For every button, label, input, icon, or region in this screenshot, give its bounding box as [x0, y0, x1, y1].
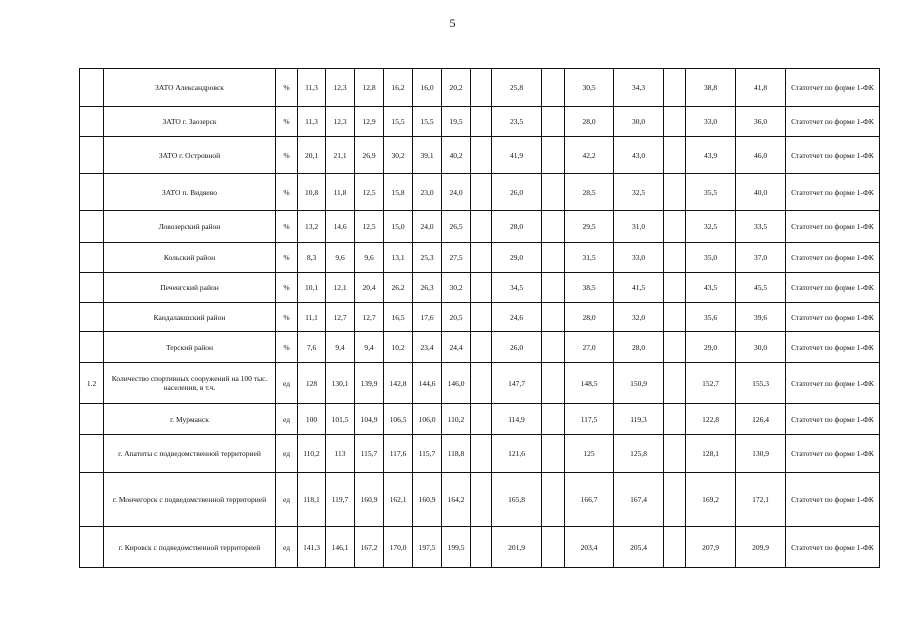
unit-cell: % [276, 303, 298, 332]
row-number [80, 174, 104, 211]
value-cell: 26,2 [384, 273, 413, 303]
value-cell: 128 [298, 363, 326, 404]
value-cell: 14,6 [326, 211, 355, 243]
value-cell: 41,5 [614, 273, 664, 303]
value-cell: 35,5 [686, 174, 736, 211]
value-cell: 114,9 [492, 404, 542, 435]
value-cell: 147,7 [492, 363, 542, 404]
value-cell [664, 473, 686, 527]
row-number [80, 107, 104, 137]
value-cell [542, 473, 565, 527]
value-cell [542, 174, 565, 211]
value-cell: 115,7 [355, 435, 384, 473]
value-cell [664, 273, 686, 303]
table-row [80, 174, 880, 211]
unit-cell: % [276, 137, 298, 174]
value-cell: 26,5 [442, 211, 471, 243]
table-row [80, 435, 880, 473]
value-cell: 121,6 [492, 435, 542, 473]
value-cell: 139,9 [355, 363, 384, 404]
unit-cell: % [276, 174, 298, 211]
value-cell: 28,0 [614, 332, 664, 363]
value-cell: 13,1 [384, 243, 413, 273]
value-cell: 16,0 [413, 69, 442, 107]
value-cell: 199,5 [442, 527, 471, 568]
row-number [80, 303, 104, 332]
value-cell: 165,8 [492, 473, 542, 527]
value-cell: 12,1 [326, 273, 355, 303]
value-cell: 15,8 [384, 174, 413, 211]
value-cell: 209,9 [736, 527, 786, 568]
value-cell: 24,6 [492, 303, 542, 332]
value-cell: 207,9 [686, 527, 736, 568]
value-cell: 42,2 [565, 137, 614, 174]
value-cell: 205,4 [614, 527, 664, 568]
value-cell: 12,5 [355, 211, 384, 243]
value-cell: 150,9 [614, 363, 664, 404]
table-row [80, 69, 880, 107]
value-cell [471, 473, 492, 527]
source-cell: Статотчет по форме 1-ФК [786, 363, 880, 404]
value-cell [542, 137, 565, 174]
unit-cell: ед [276, 435, 298, 473]
value-cell: 167,2 [355, 527, 384, 568]
unit-cell: % [276, 273, 298, 303]
value-cell: 11,1 [298, 303, 326, 332]
value-cell: 19,5 [442, 107, 471, 137]
value-cell [471, 69, 492, 107]
value-cell: 23,0 [413, 174, 442, 211]
value-cell: 160,9 [355, 473, 384, 527]
source-cell: Статотчет по форме 1-ФК [786, 303, 880, 332]
value-cell: 27,5 [442, 243, 471, 273]
value-cell: 40,2 [442, 137, 471, 174]
row-number [80, 69, 104, 107]
value-cell: 106,5 [384, 404, 413, 435]
value-cell: 28,0 [565, 303, 614, 332]
value-cell: 29,5 [565, 211, 614, 243]
value-cell: 30,2 [384, 137, 413, 174]
source-cell: Статотчет по форме 1-ФК [786, 273, 880, 303]
table-row [80, 137, 880, 174]
source-cell: Статотчет по форме 1-ФК [786, 527, 880, 568]
value-cell: 11,3 [298, 107, 326, 137]
value-cell: 13,2 [298, 211, 326, 243]
value-cell: 164,2 [442, 473, 471, 527]
value-cell [542, 404, 565, 435]
value-cell: 30,5 [565, 69, 614, 107]
value-cell: 43,0 [614, 137, 664, 174]
source-cell: Статотчет по форме 1-ФК [786, 174, 880, 211]
row-number [80, 473, 104, 527]
value-cell [542, 435, 565, 473]
value-cell: 43,9 [686, 137, 736, 174]
value-cell: 24,0 [442, 174, 471, 211]
table-row [80, 211, 880, 243]
value-cell [664, 174, 686, 211]
value-cell: 106,0 [413, 404, 442, 435]
value-cell [664, 107, 686, 137]
value-cell: 101,5 [326, 404, 355, 435]
value-cell: 122,8 [686, 404, 736, 435]
value-cell [664, 363, 686, 404]
value-cell: 38,5 [565, 273, 614, 303]
indicator-name: г. Апатиты с подведомственной территорией [104, 435, 276, 473]
value-cell: 15,5 [413, 107, 442, 137]
value-cell: 29,0 [492, 243, 542, 273]
value-cell: 33,5 [736, 211, 786, 243]
value-cell: 117,6 [384, 435, 413, 473]
value-cell [664, 332, 686, 363]
value-cell: 20,5 [442, 303, 471, 332]
value-cell: 9,6 [326, 243, 355, 273]
value-cell: 126,4 [736, 404, 786, 435]
value-cell: 37,0 [736, 243, 786, 273]
indicator-name: Количество спортивных сооружений на 100 тыс. населения, в т.ч. [104, 363, 276, 404]
indicator-name: Терский район [104, 332, 276, 363]
source-cell: Статотчет по форме 1-ФК [786, 473, 880, 527]
value-cell: 39,1 [413, 137, 442, 174]
table-row [80, 303, 880, 332]
value-cell [471, 107, 492, 137]
value-cell: 167,4 [614, 473, 664, 527]
row-number [80, 527, 104, 568]
value-cell: 20,4 [355, 273, 384, 303]
value-cell: 118,1 [298, 473, 326, 527]
value-cell: 26,3 [413, 273, 442, 303]
value-cell: 30,2 [442, 273, 471, 303]
indicators-table [79, 68, 880, 568]
value-cell: 26,0 [492, 174, 542, 211]
unit-cell: % [276, 243, 298, 273]
value-cell: 115,7 [413, 435, 442, 473]
value-cell: 12,3 [326, 69, 355, 107]
value-cell [471, 273, 492, 303]
value-cell: 130,1 [326, 363, 355, 404]
value-cell: 125 [565, 435, 614, 473]
table-row [80, 473, 880, 527]
value-cell: 17,6 [413, 303, 442, 332]
value-cell: 9,4 [355, 332, 384, 363]
table-row [80, 363, 880, 404]
row-number: 1.2 [80, 363, 104, 404]
value-cell: 45,5 [736, 273, 786, 303]
value-cell: 148,5 [565, 363, 614, 404]
indicator-name: Ловозерский район [104, 211, 276, 243]
indicator-name: г. Мурманск [104, 404, 276, 435]
indicator-name: ЗАТО г. Островной [104, 137, 276, 174]
value-cell [664, 527, 686, 568]
table-row [80, 404, 880, 435]
value-cell [471, 363, 492, 404]
value-cell [471, 303, 492, 332]
value-cell: 31,5 [565, 243, 614, 273]
value-cell: 142,8 [384, 363, 413, 404]
source-cell: Статотчет по форме 1-ФК [786, 137, 880, 174]
value-cell: 10,1 [298, 273, 326, 303]
row-number [80, 435, 104, 473]
value-cell: 119,3 [614, 404, 664, 435]
indicator-name: ЗАТО г. Заозерск [104, 107, 276, 137]
value-cell: 23,4 [413, 332, 442, 363]
value-cell [471, 174, 492, 211]
value-cell: 27,0 [565, 332, 614, 363]
value-cell [664, 243, 686, 273]
value-cell [471, 211, 492, 243]
value-cell: 128,1 [686, 435, 736, 473]
value-cell: 38,8 [686, 69, 736, 107]
value-cell: 113 [326, 435, 355, 473]
source-cell: Статотчет по форме 1-ФК [786, 332, 880, 363]
value-cell: 35,0 [686, 243, 736, 273]
value-cell: 110,2 [298, 435, 326, 473]
value-cell: 118,8 [442, 435, 471, 473]
value-cell: 10,8 [298, 174, 326, 211]
value-cell: 12,7 [355, 303, 384, 332]
table-row [80, 107, 880, 137]
value-cell: 119,7 [326, 473, 355, 527]
value-cell: 33,0 [614, 243, 664, 273]
value-cell: 8,3 [298, 243, 326, 273]
value-cell: 28,5 [565, 174, 614, 211]
indicator-name: ЗАТО п. Видяево [104, 174, 276, 211]
unit-cell: ед [276, 527, 298, 568]
value-cell: 15,5 [384, 107, 413, 137]
source-cell: Статотчет по форме 1-ФК [786, 107, 880, 137]
value-cell: 110,2 [442, 404, 471, 435]
row-number [80, 243, 104, 273]
unit-cell: ед [276, 473, 298, 527]
value-cell [471, 332, 492, 363]
value-cell: 155,3 [736, 363, 786, 404]
value-cell: 25,3 [413, 243, 442, 273]
value-cell: 28,0 [492, 211, 542, 243]
value-cell [664, 404, 686, 435]
indicator-name: Кольский район [104, 243, 276, 273]
value-cell [542, 273, 565, 303]
value-cell: 33,0 [686, 107, 736, 137]
unit-cell: ед [276, 404, 298, 435]
value-cell: 170,0 [384, 527, 413, 568]
value-cell: 25,8 [492, 69, 542, 107]
row-number [80, 137, 104, 174]
value-cell [542, 243, 565, 273]
value-cell: 31,0 [614, 211, 664, 243]
value-cell: 10,2 [384, 332, 413, 363]
value-cell [542, 527, 565, 568]
value-cell: 34,3 [614, 69, 664, 107]
value-cell: 32,5 [614, 174, 664, 211]
value-cell: 30,0 [736, 332, 786, 363]
value-cell [471, 137, 492, 174]
source-cell: Статотчет по форме 1-ФК [786, 69, 880, 107]
table-row [80, 332, 880, 363]
value-cell [542, 332, 565, 363]
value-cell: 36,0 [736, 107, 786, 137]
value-cell: 100 [298, 404, 326, 435]
value-cell: 15,0 [384, 211, 413, 243]
value-cell [542, 211, 565, 243]
value-cell [664, 69, 686, 107]
value-cell: 30,0 [614, 107, 664, 137]
value-cell: 12,7 [326, 303, 355, 332]
value-cell: 12,9 [355, 107, 384, 137]
value-cell: 117,5 [565, 404, 614, 435]
value-cell: 20,1 [298, 137, 326, 174]
table-row [80, 243, 880, 273]
source-cell: Статотчет по форме 1-ФК [786, 243, 880, 273]
unit-cell: % [276, 69, 298, 107]
indicator-name: Печенгский район [104, 273, 276, 303]
value-cell: 16,2 [384, 69, 413, 107]
value-cell: 26,0 [492, 332, 542, 363]
value-cell: 9,4 [326, 332, 355, 363]
indicator-name: г. Мончегорск с подведомственной территорией [104, 473, 276, 527]
value-cell: 12,5 [355, 174, 384, 211]
value-cell [471, 243, 492, 273]
value-cell [542, 69, 565, 107]
row-number [80, 273, 104, 303]
value-cell: 46,0 [736, 137, 786, 174]
value-cell: 40,0 [736, 174, 786, 211]
unit-cell: % [276, 107, 298, 137]
table-row [80, 273, 880, 303]
value-cell: 197,5 [413, 527, 442, 568]
value-cell: 23,5 [492, 107, 542, 137]
value-cell: 104,9 [355, 404, 384, 435]
value-cell: 141,3 [298, 527, 326, 568]
value-cell: 35,6 [686, 303, 736, 332]
value-cell: 7,6 [298, 332, 326, 363]
source-cell: Статотчет по форме 1-ФК [786, 404, 880, 435]
indicator-name: г. Кировск с подведомственной территорией [104, 527, 276, 568]
row-number [80, 211, 104, 243]
unit-cell: ед [276, 363, 298, 404]
value-cell [542, 363, 565, 404]
value-cell: 203,4 [565, 527, 614, 568]
value-cell: 169,2 [686, 473, 736, 527]
unit-cell: % [276, 332, 298, 363]
value-cell: 146,1 [326, 527, 355, 568]
value-cell: 130,9 [736, 435, 786, 473]
value-cell [664, 303, 686, 332]
source-cell: Статотчет по форме 1-ФК [786, 211, 880, 243]
row-number [80, 332, 104, 363]
value-cell: 34,5 [492, 273, 542, 303]
value-cell: 29,0 [686, 332, 736, 363]
value-cell [664, 211, 686, 243]
value-cell [542, 107, 565, 137]
indicator-name: Кандалакшский район [104, 303, 276, 332]
value-cell: 24,0 [413, 211, 442, 243]
row-number [80, 404, 104, 435]
value-cell: 125,8 [614, 435, 664, 473]
indicator-name: ЗАТО Александровск [104, 69, 276, 107]
value-cell: 20,2 [442, 69, 471, 107]
value-cell: 11,8 [326, 174, 355, 211]
value-cell: 16,5 [384, 303, 413, 332]
unit-cell: % [276, 211, 298, 243]
value-cell: 41,9 [492, 137, 542, 174]
value-cell [542, 303, 565, 332]
value-cell: 41,8 [736, 69, 786, 107]
value-cell [471, 527, 492, 568]
value-cell: 32,0 [614, 303, 664, 332]
value-cell [664, 137, 686, 174]
value-cell: 12,8 [355, 69, 384, 107]
value-cell: 32,5 [686, 211, 736, 243]
value-cell: 201,9 [492, 527, 542, 568]
value-cell: 152,7 [686, 363, 736, 404]
value-cell: 12,3 [326, 107, 355, 137]
value-cell: 162,1 [384, 473, 413, 527]
value-cell: 9,6 [355, 243, 384, 273]
value-cell: 172,1 [736, 473, 786, 527]
value-cell: 24,4 [442, 332, 471, 363]
value-cell [471, 435, 492, 473]
value-cell: 160,9 [413, 473, 442, 527]
value-cell: 166,7 [565, 473, 614, 527]
source-cell: Статотчет по форме 1-ФК [786, 435, 880, 473]
value-cell [664, 435, 686, 473]
value-cell: 11,3 [298, 69, 326, 107]
value-cell: 146,0 [442, 363, 471, 404]
value-cell: 21,1 [326, 137, 355, 174]
page-number: 5 [449, 16, 456, 30]
value-cell: 26,9 [355, 137, 384, 174]
value-cell: 39,6 [736, 303, 786, 332]
value-cell: 28,0 [565, 107, 614, 137]
value-cell: 43,5 [686, 273, 736, 303]
value-cell [471, 404, 492, 435]
value-cell: 144,6 [413, 363, 442, 404]
table-row [80, 527, 880, 568]
